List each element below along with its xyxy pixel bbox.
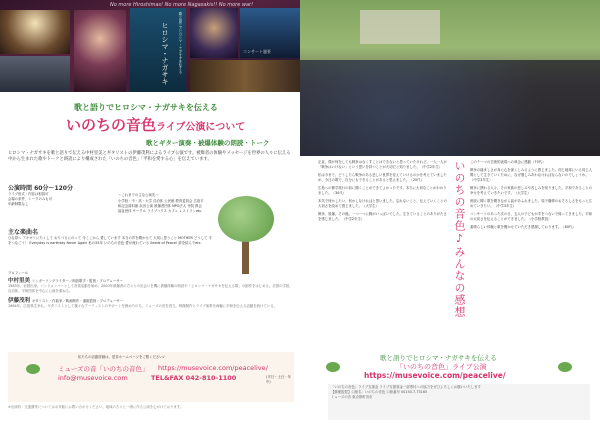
voice-item: 正直、僕が何をしても戦争はなくすことはできないと思っていたけれど、一人一人が「戦争はいけない」という思いを持つことが大切だと知りました。（中学2年生） (318, 160, 447, 169)
footer-title: 「いのちの音色」ライブ公演 (396, 363, 487, 371)
voice-item: 素晴らしい体験と歌を聞かせていただき感謝しております。（80代） (470, 225, 576, 229)
banner-caption: No more Hiroshimas! No more Nagasakis!! No more war! (110, 2, 254, 8)
contact-url[interactable]: https://musevoice.com/peacelive/ (158, 364, 268, 372)
title-main: いのちの音色 (66, 116, 157, 134)
photo-reading (190, 60, 300, 92)
venues-heading: 〜これまでの主な公演先〜 (118, 193, 159, 197)
photo-concert (240, 8, 300, 58)
songs-text: ひな祭へ アキギリにたくして おりづるにのって 今ここから 愛しています 本当の声を聞かせて 大切に思うこと MOTHER どうして 手をつなごう！ Everyday is earthday Never Again 私の55年 いのちの音色 愛が流れている Seeds of Peace! 絆を結んでetc. (8, 236, 212, 245)
contact-box (8, 352, 294, 402)
org-address: ミューズの音 東京都町田市 (331, 395, 373, 399)
profile-1-name: 中村里美 (8, 278, 31, 284)
concert-label: コンサート風景 (243, 49, 271, 54)
poster-vertical-text: 歌と語りでヒロシマ・ナガサキを伝える (178, 12, 182, 74)
time-heading: 公演時間 (8, 185, 33, 192)
profile-heading: プロフィール (8, 271, 29, 275)
footer-subtitle: 歌と語りでヒロシマ・ナガサキを伝える (380, 354, 497, 362)
fund-title: 「いのちの音色」ライブ支援金 (331, 385, 379, 389)
voice-item: 本気で何かしたい、何かしなければと思いました。忘れないこと、伝えていくことの大切さを改めて感じました。（大学生） (318, 199, 447, 208)
intro-text: ヒロシマ・ナガサキを歌と語りで伝える中村里美とギタリストの伊藤茂利によるライブ公演です。被爆者の体験やメッセージを世界の人々に伝える中から生まれた歌やトークと朗読により構成された「いのちの音色」「平和を愛する心」を伝えています。 (8, 151, 291, 163)
footnote: ※出演料・交通費等についてはお気軽にお問い合わせください。地域の方々と一緒に作る公演を心がけております。 (8, 405, 184, 409)
muse-logo-icon (26, 364, 40, 374)
poster-title: ヒロシマ・ナガサキ (161, 22, 169, 85)
photo-guitarist (190, 8, 238, 58)
contact-email[interactable]: info@musevoice.com (58, 374, 128, 382)
profile-2-role: ギタリスト・作曲家／映画制作・番組監督・プロデューサー (31, 299, 124, 303)
left-leaf-icon (326, 362, 340, 372)
footer-url[interactable]: https://musevoice.com/peacelive/ (364, 371, 506, 380)
photo-singer (74, 10, 126, 92)
right-leaf-icon (558, 362, 572, 372)
profile-section (8, 271, 294, 309)
voice-item: 私は今まで、どうしたら戦争のある悲しい世界を変えていけるのかを考えていましたが、今日の歌で、自分にもできることがあると思えました。（20代） (318, 173, 447, 182)
venues-text: 小学校・中・高・大学 自治体 公民館 教育委員会 広島平和記念資料館 浜田公演 被爆者団体 NPO法人 寺院 教会 福祉団体 サークル ライブハウス カフェ レストランetc. (118, 199, 204, 213)
program-item: 年齢制限なし (8, 202, 29, 206)
page-title (66, 114, 245, 135)
voices-col-2 (470, 160, 594, 233)
profile-1-text: 1983年、岩国出身。バンドメンバーとして音楽活動を始め、2000年被爆者の方々との出会いを機に被爆体験の朗読や「ヒロシマ・ナガサキを伝える歌」の創作をはじめる。全国の学校、自治体、平和団体を中心に公演を重ねる。 (8, 284, 293, 293)
voice-item: 戦争、原爆、その後。一つ一つに胸がいっぱいでした。生きていることのありがたさを感じました。（中学2年生） (318, 212, 447, 221)
header-tagline: 歌とギター演奏・被爆体験の朗読・トーク (146, 139, 270, 147)
voice-item: 広島への修学旅行の前に聞くことができてよかったです。本当に大切なことがわかりました。（30代） (318, 186, 447, 195)
voices-col-1 (318, 160, 448, 225)
tree-illustration (218, 196, 278, 276)
voice-item: このテーマの芸術的表現への執念に感動（70代） (470, 160, 546, 164)
program-item: 会場の条件、トークのみも可 (8, 197, 53, 201)
program-item: ライブ形式・内容は相談可 (8, 192, 49, 196)
photo-outdoor-crowd (300, 0, 600, 156)
voice-item: 朗読に聞く歌を聞きながら涙があふれました。原子爆弾のおそろしさをもっと広めていきたい。（中学3年生） (470, 199, 593, 208)
voice-item: コンサートのあった次の日、五人の子どもが手をつないで帰ってきました。平和の大切さを伝えることができました。（小学校教員） (470, 212, 593, 221)
bank-info: 【郵便振替】口座名：いのちの音色 口座番号 00150-7-73165 (331, 390, 428, 394)
songs-heading: 主な楽曲名 (8, 229, 39, 236)
fund-box (328, 384, 590, 420)
title-suffix: ライブ公演について (156, 122, 246, 133)
voice-item: 戦争の痛ましさが身に心を深くしみるように感じました。同じ地球にいる同じ人間として生きていくために、なぜ憎しみあわなければならないのでしょうか。（中学3年生） (470, 168, 593, 182)
songs-section (8, 227, 213, 246)
voices-heading: いのちの音色♪みんなの感想 (453, 160, 466, 318)
header-subtitle: 歌と語りでヒロシマ・ナガサキを伝える (74, 103, 218, 112)
time-value: 60分〜120分 (34, 185, 73, 192)
contact-tel: TEL&FAX 042-810-1100 (151, 374, 237, 382)
contact-tel-note: (平日・土日・年中) (266, 375, 292, 384)
profile-1-role: シンガーソングライター／朗読歌手・監督・プロデューサー (31, 279, 123, 283)
contact-org: ミューズの音「いのちの音色」 (58, 365, 149, 373)
contact-note: 私たちの活動詳細は、是非ホームページをご覧ください♪ (78, 355, 165, 359)
photo-stage-1 (0, 10, 70, 54)
fund-text: ライブ支援募金一部寄付への協力をぜひよろしくお願いいたします (379, 385, 481, 389)
photo-banner (0, 0, 300, 92)
profile-2-name: 伊藤茂利 (8, 298, 31, 304)
voice-item: 戦争に関わる人々、その家族の悲しみや苦しみを知りました。平和であることの幸せを考えていきたいです。（大学生） (470, 186, 593, 195)
photo-audience (0, 56, 70, 92)
profile-2-text: 1964年、広島県生まれ。ギタリストとして様々なアーティストのサポートを務めたのち、ミューズの音を設立。映像制作とライブ演奏を両輪に平和を伝える活動を続けている。 (8, 304, 277, 308)
photo-poster (130, 8, 186, 92)
